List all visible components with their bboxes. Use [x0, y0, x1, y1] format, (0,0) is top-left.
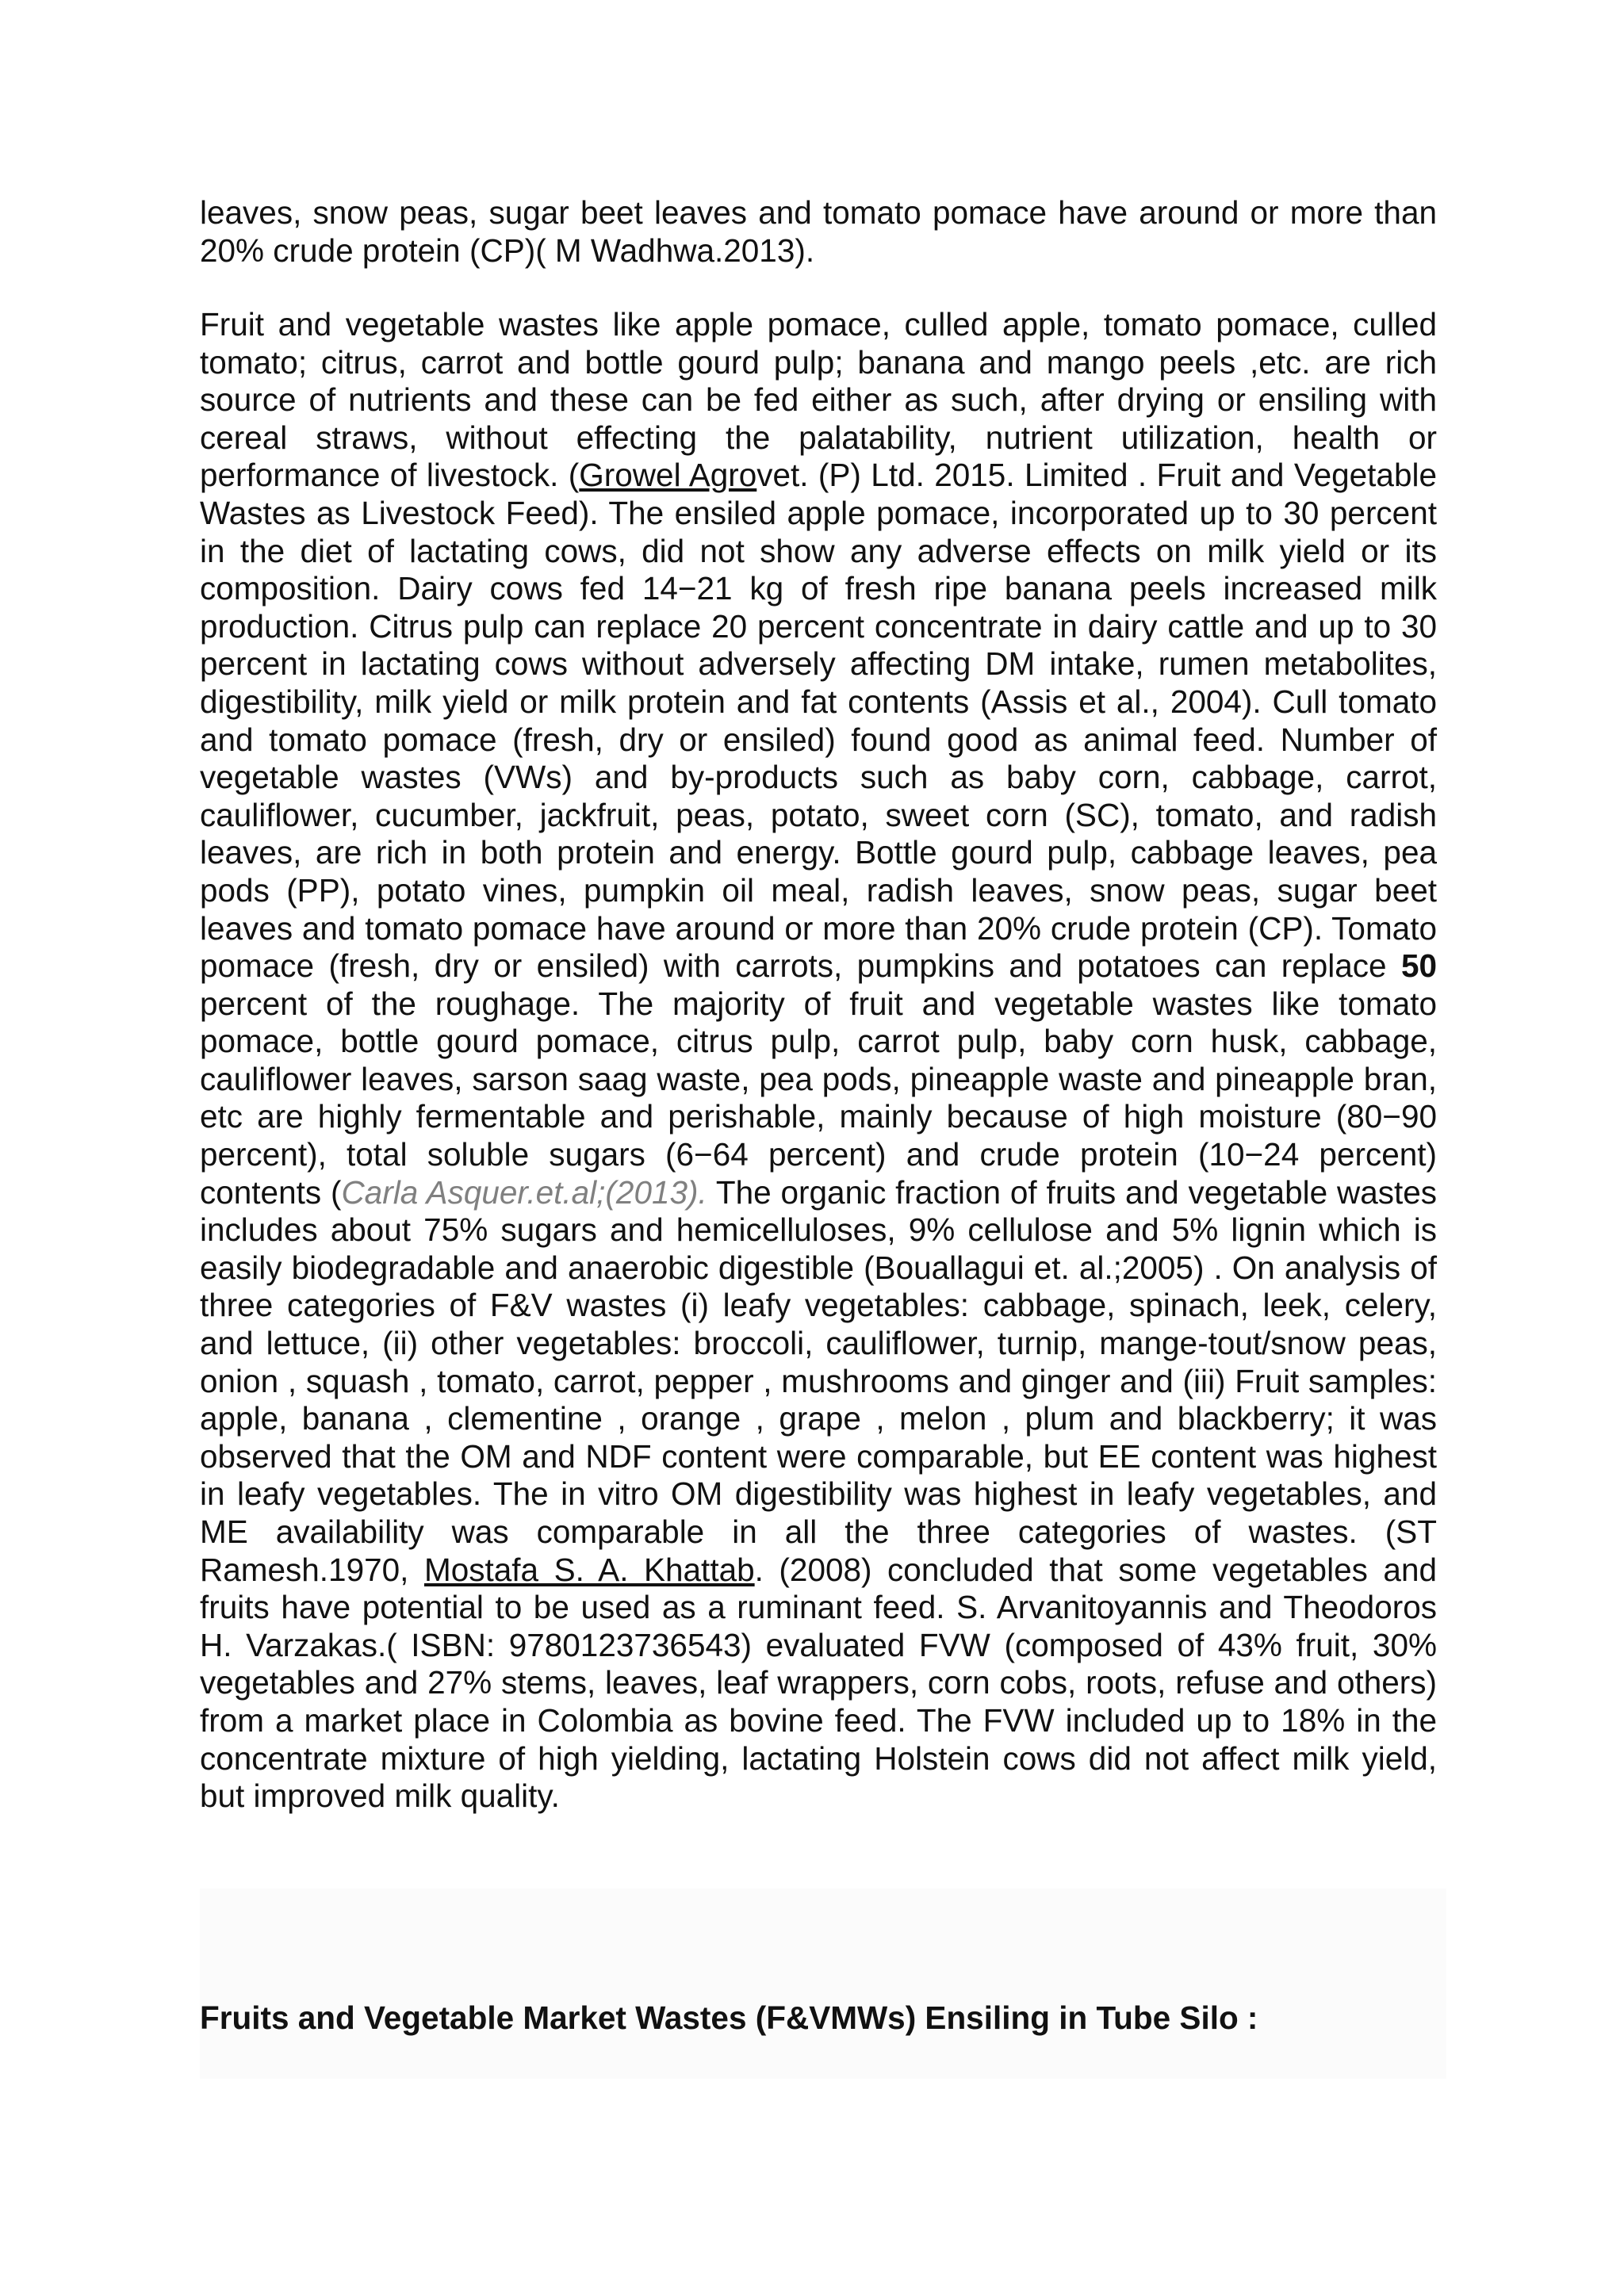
- para2-text-3: percent of the roughage. The majority of fruit and vegetable wastes like tomato pomace, bottle gourd pomace, citrus pulp, carrot pulp, baby corn husk, cabbage, cauliflower leaves, sarson saag waste, pea pods, pineapple waste and pineapple bran, etc are highly fermentable and perishable, mainly because of high moisture (80−90 percent), total soluble sugars (6−64 percent) and crude protein (10−24 percent) contents (: [200, 985, 1437, 1211]
- reference-link-growel[interactable]: Growel Agro: [579, 457, 757, 494]
- para2-text-4: The organic fraction of fruits and vegetable wastes includes about 75% sugars and hemicelluloses, 9% cellulose and 5% lignin which is easily biodegradable and anaerobic digestible (Bouallagui et. al.;2005) . On analysis of three categories of F&V wastes (i) leafy vegetables: cabbage, spinach, leek, celery, and lettuce, (ii) other vegetables: broccoli, cauliflower, turnip, mange-tout/snow peas, onion , squash , tomato, carrot, pepper , mushrooms and ginger and (iii) Fruit samples: apple, banana , clementine , orange , grape , melon , plum and blackberry; it was observed that the OM and NDF content were comparable, but EE content was highest in leafy vegetables. The in vitro OM digestibility was highest in leafy vegetables, and ME availability was comparable in all the three categories of wastes. (ST Ramesh.1970,: [200, 1173, 1437, 1588]
- italic-citation: Carla Asquer.et.al;(2013).: [341, 1173, 707, 1211]
- section-heading: Fruits and Vegetable Market Wastes (F&VMWs) Ensiling in Tube Silo :: [200, 1999, 1258, 2036]
- reference-link-khattab[interactable]: Mostafa S. A. Khattab: [423, 1551, 755, 1588]
- bold-number: 50: [1400, 947, 1437, 985]
- paragraph-fruit-vegetable-wastes: [200, 306, 1437, 1816]
- para2-text-2: vet. (P) Ltd. 2015. Limited . Fruit and Vegetable Wastes as Livestock Feed). The ensiled apple pomace, incorporated up to 30 percent in the diet of lactating cows, did not show any adverse effects on milk yield or its composition. Dairy cows fed 14−21 kg of fresh ripe banana peels increased milk production. Citrus pulp can replace 20 percent concentrate in dairy cattle and up to 30 percent in lactating cows without adversely affecting DM intake, rumen metabolites, digestibility, milk yield or milk protein and fat contents (Assis et al., 2004). Cull tomato and tomato pomace (fresh, dry or ensiled) found good as animal feed. Number of vegetable wastes (VWs) and by-products such as baby corn, cabbage, carrot, cauliflower, cucumber, jackfruit, peas, potato, sweet corn (SC), tomato, and radish leaves, are rich in both protein and energy. Bottle gourd pulp, cabbage leaves, pea pods (PP), potato vines, pumpkin oil meal, radish leaves, snow peas, sugar beet leaves and tomato pomace have around or more than 20% crude protein (CP). Tomato pomace (fresh, dry or ensiled) with carrots, pumpkins and potatoes can replace: [200, 457, 1437, 985]
- para2-text-5: . (2008) concluded that some vegetables and fruits have potential to be used as a ruminant feed. S. Arvanitoyannis and Theodoros H. Varzakas.( ISBN: 9780123736543) evaluated FVW (composed of 43% fruit, 30% vegetables and 27% stems, leaves, leaf wrappers, corn cobs, roots, refuse and others) from a market place in Colombia as bovine feed. The FVW included up to 18% in the concentrate mixture of high yielding, lactating Holstein cows did not affect milk yield, but improved milk quality.: [200, 1551, 1437, 1815]
- paragraph-continuation: leaves, snow peas, sugar beet leaves and tomato pomace have around or more than 20% crude protein (CP)( M Wadhwa.2013).: [200, 194, 1437, 269]
- heading-shade-band: [200, 1888, 1446, 2079]
- para2-text-1: Fruit and vegetable wastes like apple pomace, culled apple, tomato pomace, culled tomato; citrus, carrot and bottle gourd pulp; banana and mango peels ,etc. are rich source of nutrients and these can be fed either as such, after drying or ensiling with cereal straws, without effecting the palatability, nutrient utilization, health or performance of livestock. (: [200, 306, 1437, 494]
